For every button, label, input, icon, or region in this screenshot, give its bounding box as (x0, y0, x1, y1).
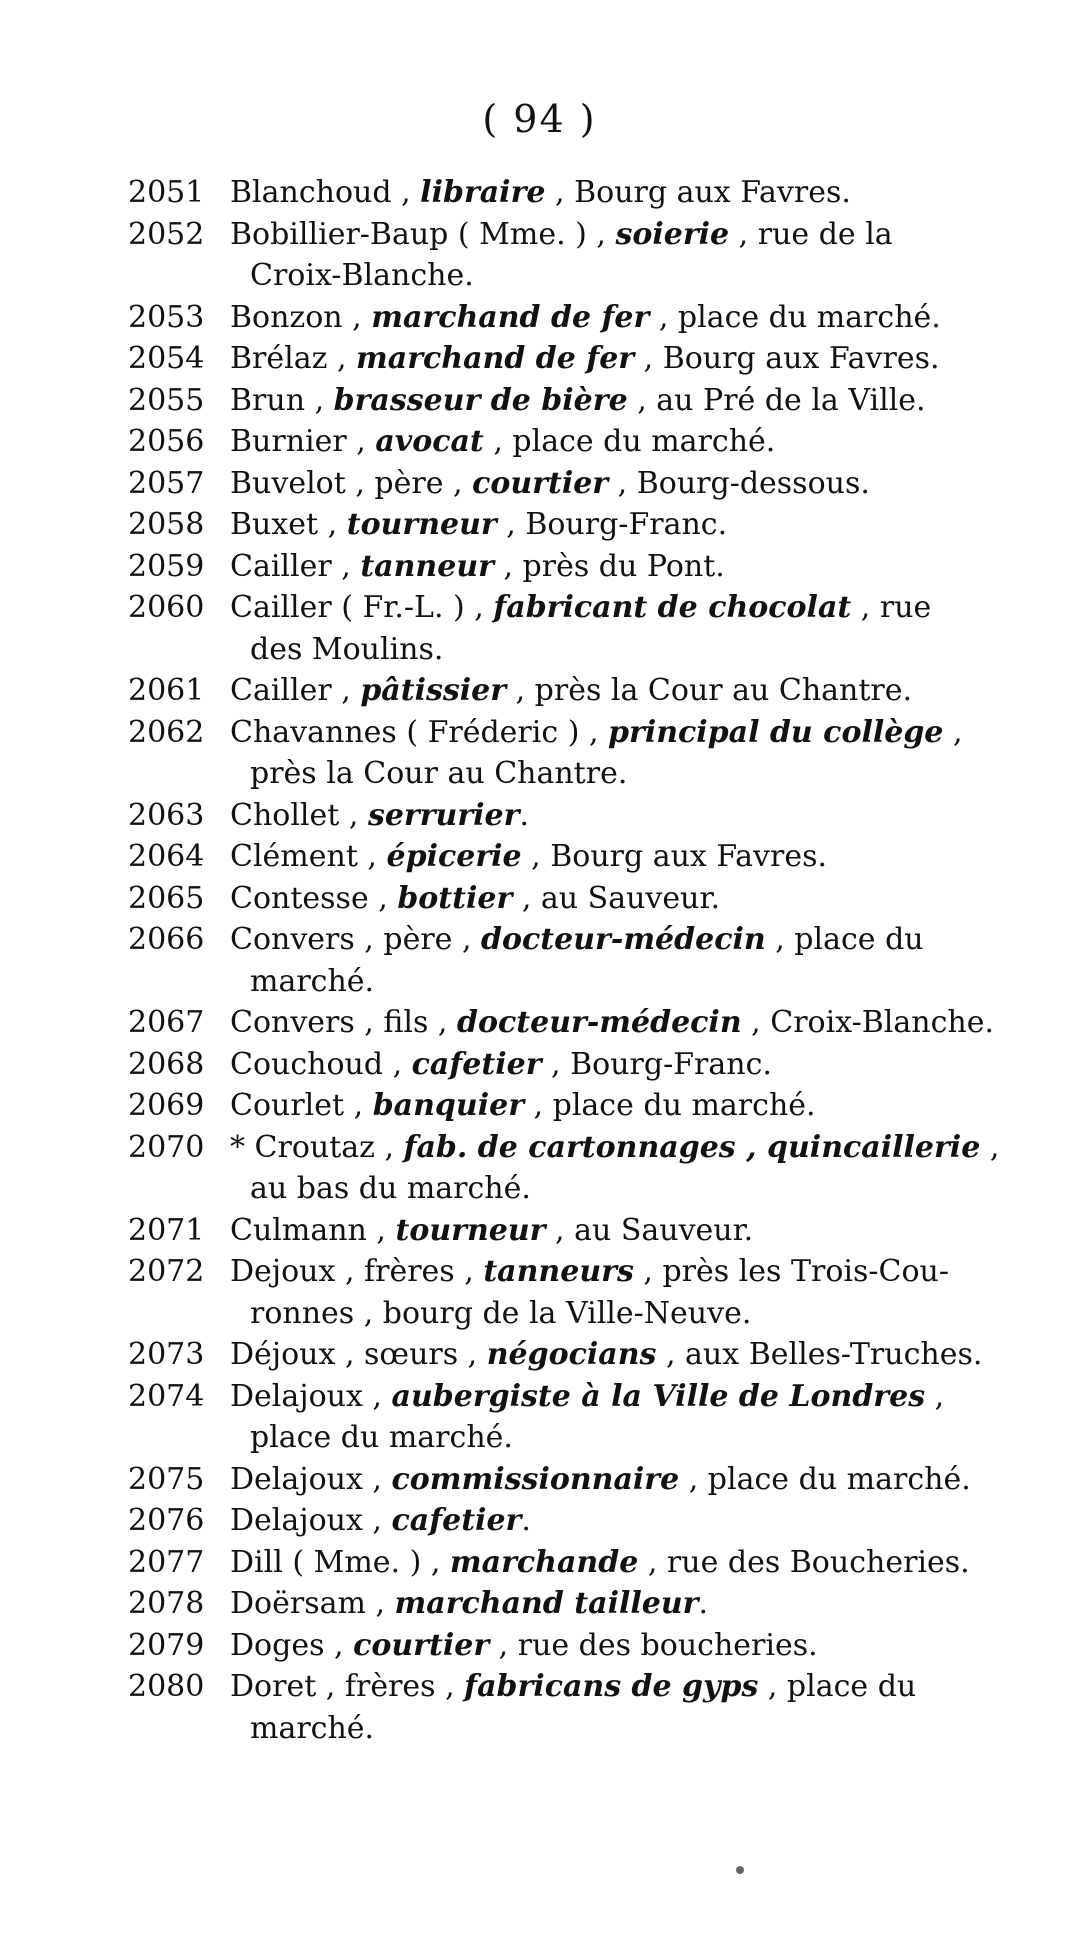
directory-entry (0, 919, 1079, 1002)
entry-name: Brun , (230, 382, 334, 418)
entry-line (0, 836, 1079, 878)
entry-occupation: serrurier (367, 797, 520, 833)
entry-name: Cailler , (230, 673, 361, 708)
entry-text (230, 338, 1035, 380)
entry-text (230, 1376, 1035, 1418)
entry-number: 2065 (128, 880, 205, 916)
entry-occupation: aubergiste à la Ville de Londres (391, 1378, 926, 1414)
entry-occupation: avocat (375, 424, 484, 459)
entry-continuation: des Moulins. (250, 631, 444, 667)
entry-line (0, 1210, 1079, 1252)
entry-name: Buvelot , père , (230, 465, 473, 501)
entry-line (0, 1002, 1079, 1044)
entry-name: * Croutaz , (230, 1129, 404, 1165)
entry-occupation: tanneurs (483, 1254, 634, 1289)
directory-entry (0, 836, 1079, 878)
entry-text (230, 380, 1035, 422)
entry-address: , près la Cour au Chantre. (506, 673, 913, 708)
entry-address: , Bourg-Franc. (496, 507, 728, 542)
entry-occupation: soierie (615, 216, 730, 252)
entry-number: 2061 (128, 673, 205, 708)
entry-number: 2052 (128, 216, 205, 252)
entry-name: Bonzon , (230, 299, 372, 335)
entry-line (0, 1666, 1079, 1708)
entry-name: Clément , (230, 839, 387, 874)
entry-address: . (698, 1586, 709, 1621)
entry-occupation: tourneur (395, 1212, 546, 1248)
entry-name: Contesse , (230, 880, 398, 916)
directory-entry (0, 1666, 1079, 1749)
directory-entry (0, 1542, 1079, 1584)
entry-number: 2053 (128, 299, 205, 335)
entry-number: 2064 (128, 839, 205, 874)
entry-occupation: bottier (397, 880, 513, 916)
entry-line (0, 1251, 1079, 1293)
entry-text (230, 1251, 1035, 1293)
entry-occupation: marchand de fer (371, 299, 650, 335)
directory-entry (0, 712, 1079, 795)
entry-line (0, 214, 1079, 256)
entry-number: 2068 (128, 1046, 205, 1082)
entry-address: , place du marché. (483, 424, 776, 459)
entry-address: , Croix-Blanche. (741, 1005, 994, 1040)
entry-number: 2059 (128, 548, 205, 584)
entry-text (230, 1542, 1035, 1584)
directory-entry (0, 1044, 1079, 1086)
entry-text (230, 1085, 1035, 1127)
entry-number: 2079 (128, 1627, 205, 1663)
entry-number: 2073 (128, 1337, 205, 1372)
entry-occupation: cafetier (411, 1046, 542, 1082)
entry-occupation: brasseur de bière (333, 382, 628, 418)
entry-line (0, 1583, 1079, 1625)
entry-line (0, 795, 1079, 837)
directory-entry (0, 504, 1079, 546)
entry-name: Delajoux , (230, 1503, 392, 1538)
entry-number: 2063 (128, 797, 205, 833)
entry-address: , (925, 1378, 945, 1414)
entry-text (230, 1625, 1035, 1667)
entry-line (0, 421, 1079, 463)
entry-name: Dejoux , frères , (230, 1254, 484, 1289)
entry-text (230, 297, 1035, 339)
directory-entry (0, 172, 1079, 214)
entry-line (0, 1044, 1079, 1086)
entry-number: 2070 (128, 1129, 205, 1165)
entry-occupation: banquier (372, 1088, 525, 1123)
entry-address: , rue des boucheries. (489, 1627, 818, 1663)
entry-continuation-line (0, 1708, 1079, 1750)
entry-text (230, 463, 1035, 505)
entry-line (0, 1376, 1079, 1418)
entry-address: , place du (765, 922, 924, 957)
directory-entry (0, 1625, 1079, 1667)
entry-occupation: épicerie (386, 839, 522, 874)
entry-address: . (519, 797, 529, 833)
entry-name: Doërsam , (230, 1586, 395, 1621)
page-number: ( 94 ) (482, 97, 597, 141)
entry-continuation-line (0, 1417, 1079, 1459)
entry-text (230, 1583, 1035, 1625)
directory-entry (0, 297, 1079, 339)
entry-occupation: marchand tailleur (394, 1586, 699, 1621)
entry-line (0, 504, 1079, 546)
entry-number: 2055 (128, 382, 205, 418)
directory-entry (0, 1459, 1079, 1501)
entry-text (230, 1044, 1035, 1086)
entry-line (0, 712, 1079, 754)
directory-entry (0, 1210, 1079, 1252)
entry-text (230, 1002, 1035, 1044)
entry-line (0, 919, 1079, 961)
entry-name: Doges , (230, 1627, 354, 1663)
directory-entries (0, 172, 1079, 1749)
directory-entry (0, 1251, 1079, 1334)
entry-name: Bobillier-Baup ( Mme. ) , (230, 216, 616, 252)
entry-number: 2056 (128, 424, 205, 459)
entry-name: Culmann , (230, 1212, 396, 1248)
entry-name: Convers , père , (230, 922, 482, 957)
directory-entry (0, 1334, 1079, 1376)
entry-line (0, 587, 1079, 629)
entry-continuation: place du marché. (250, 1420, 513, 1455)
directory-entry (0, 1127, 1079, 1210)
entry-address: , aux Belles-Truches. (656, 1337, 983, 1372)
entry-number: 2069 (128, 1088, 205, 1123)
entry-text (230, 587, 1035, 629)
entry-name: Cailler ( Fr.-L. ) , (230, 590, 494, 625)
entry-number: 2060 (128, 590, 205, 625)
entry-continuation-line (0, 255, 1079, 297)
entry-text (230, 1334, 1035, 1376)
entry-text (230, 214, 1035, 256)
entry-number: 2076 (128, 1503, 205, 1538)
entry-address: , place du (758, 1669, 917, 1704)
ink-speck (736, 1866, 744, 1874)
entry-continuation-line (0, 961, 1079, 1003)
entry-text (230, 172, 1035, 214)
entry-text (230, 1210, 1035, 1252)
entry-line (0, 670, 1079, 712)
entry-line (0, 1085, 1079, 1127)
entry-number: 2072 (128, 1254, 205, 1289)
entry-continuation-line (0, 629, 1079, 671)
entry-line (0, 1459, 1079, 1501)
entry-occupation: cafetier (391, 1503, 522, 1538)
entry-text (230, 1500, 1035, 1542)
entry-number: 2051 (128, 175, 205, 210)
entry-number: 2067 (128, 1005, 205, 1040)
entry-line (0, 1127, 1079, 1169)
entry-name: Buxet , (230, 507, 347, 542)
entry-text (230, 670, 1035, 712)
entry-text (230, 878, 1035, 920)
entry-name: Dill ( Mme. ) , (230, 1544, 450, 1580)
entry-line (0, 338, 1079, 380)
directory-entry (0, 1085, 1079, 1127)
entry-continuation: Croix-Blanche. (250, 258, 474, 293)
entry-text (230, 919, 1035, 961)
entry-address: , rue des Boucheries. (638, 1544, 970, 1580)
entry-text (230, 546, 1035, 588)
entry-continuation: marché. (250, 963, 375, 999)
entry-continuation: marché. (250, 1710, 375, 1746)
entry-line (0, 380, 1079, 422)
directory-entry (0, 587, 1079, 670)
directory-entry (0, 1583, 1079, 1625)
entry-occupation: fab. de cartonnages , quincaillerie (403, 1129, 981, 1165)
entry-number: 2080 (128, 1669, 205, 1704)
directory-entry (0, 214, 1079, 297)
entry-number: 2071 (128, 1212, 205, 1248)
entry-address: . (521, 1503, 531, 1538)
directory-entry (0, 546, 1079, 588)
entry-name: Delajoux , (230, 1461, 392, 1497)
entry-address: , près les Trois-Cou- (633, 1254, 949, 1289)
entry-line (0, 1500, 1079, 1542)
entry-address: , place du marché. (679, 1461, 971, 1497)
entry-address: , au Pré de la Ville. (627, 382, 926, 418)
entry-address: , Bourg-dessous. (608, 465, 870, 501)
entry-occupation: fabricant de chocolat (493, 590, 852, 625)
entry-number: 2077 (128, 1544, 205, 1580)
entry-continuation-line (0, 753, 1079, 795)
entry-line (0, 297, 1079, 339)
directory-entry (0, 1376, 1079, 1459)
entry-continuation: près la Cour au Chantre. (250, 756, 628, 791)
entry-address: , Bourg aux Favres. (521, 839, 828, 874)
directory-entry (0, 878, 1079, 920)
entry-name: Courlet , (230, 1088, 373, 1123)
entry-line (0, 1542, 1079, 1584)
entry-name: Chollet , (230, 797, 368, 833)
entry-occupation: commissionnaire (391, 1461, 680, 1497)
entry-line (0, 878, 1079, 920)
entry-occupation: fabricans de gyps (464, 1669, 759, 1704)
entry-text (230, 421, 1035, 463)
entry-name: Brélaz , (230, 341, 357, 376)
directory-entry (0, 795, 1079, 837)
entry-address: , près du Pont. (493, 548, 725, 584)
entry-text (230, 836, 1035, 878)
entry-text (230, 504, 1035, 546)
directory-entry (0, 338, 1079, 380)
entry-text (230, 1666, 1035, 1708)
entry-continuation-line (0, 1293, 1079, 1335)
entry-address: , rue (851, 590, 932, 625)
entry-text (230, 712, 1035, 754)
entry-number: 2074 (128, 1378, 205, 1414)
entry-line (0, 546, 1079, 588)
entry-occupation: marchand de fer (356, 341, 635, 376)
entry-occupation: tourneur (346, 507, 497, 542)
entry-address: , (980, 1129, 1000, 1165)
entry-name: Déjoux , sœurs , (230, 1337, 487, 1372)
directory-entry (0, 421, 1079, 463)
entry-continuation: ronnes , bourg de la Ville-Neuve. (250, 1295, 752, 1331)
directory-entry (0, 380, 1079, 422)
entry-occupation: principal du collège (608, 714, 944, 750)
entry-occupation: libraire (420, 175, 546, 210)
entry-number: 2078 (128, 1586, 205, 1621)
entry-occupation: marchande (449, 1544, 639, 1580)
entry-number: 2057 (128, 465, 205, 501)
entry-address: , Bourg-Franc. (541, 1046, 772, 1082)
entry-continuation: au bas du marché. (250, 1171, 531, 1206)
entry-address: , au Sauveur. (545, 1212, 754, 1248)
entry-occupation: tanneur (360, 548, 494, 584)
entry-number: 2066 (128, 922, 205, 957)
entry-name: Chavannes ( Fréderic ) , (230, 714, 609, 750)
entry-occupation: courtier (472, 465, 609, 501)
entry-number: 2054 (128, 341, 205, 376)
entry-occupation: docteur-médecin (457, 1005, 742, 1040)
entry-number: 2075 (128, 1461, 205, 1497)
entry-line (0, 1625, 1079, 1667)
entry-occupation: pâtissier (360, 673, 507, 708)
entry-number: 2062 (128, 714, 205, 750)
entry-address: , Bourg aux Favres. (545, 175, 851, 210)
entry-name: Delajoux , (230, 1378, 392, 1414)
directory-entry (0, 1002, 1079, 1044)
entry-text (230, 795, 1035, 837)
entry-text (230, 1459, 1035, 1501)
entry-line (0, 172, 1079, 214)
entry-line (0, 463, 1079, 505)
entry-line (0, 1334, 1079, 1376)
entry-address: , place du marché. (649, 299, 941, 335)
entry-continuation-line (0, 1168, 1079, 1210)
entry-address: , au Sauveur. (512, 880, 721, 916)
entry-occupation: courtier (353, 1627, 490, 1663)
entry-address: , Bourg aux Favres. (634, 341, 940, 376)
entry-name: Cailler , (230, 548, 361, 584)
entry-text (230, 1127, 1035, 1169)
entry-name: Convers , fils , (230, 1005, 457, 1040)
entry-address: , rue de la (729, 216, 893, 252)
entry-name: Burnier , (230, 424, 376, 459)
entry-name: Couchoud , (230, 1046, 412, 1082)
entry-number: 2058 (128, 507, 205, 542)
directory-entry (0, 1500, 1079, 1542)
entry-name: Blanchoud , (230, 175, 421, 210)
entry-occupation: négocians (486, 1337, 657, 1372)
entry-name: Doret , frères , (230, 1669, 465, 1704)
entry-address: , place du marché. (524, 1088, 816, 1123)
entry-address: , (943, 714, 963, 750)
entry-occupation: docteur-médecin (481, 922, 766, 957)
directory-entry (0, 670, 1079, 712)
directory-entry (0, 463, 1079, 505)
